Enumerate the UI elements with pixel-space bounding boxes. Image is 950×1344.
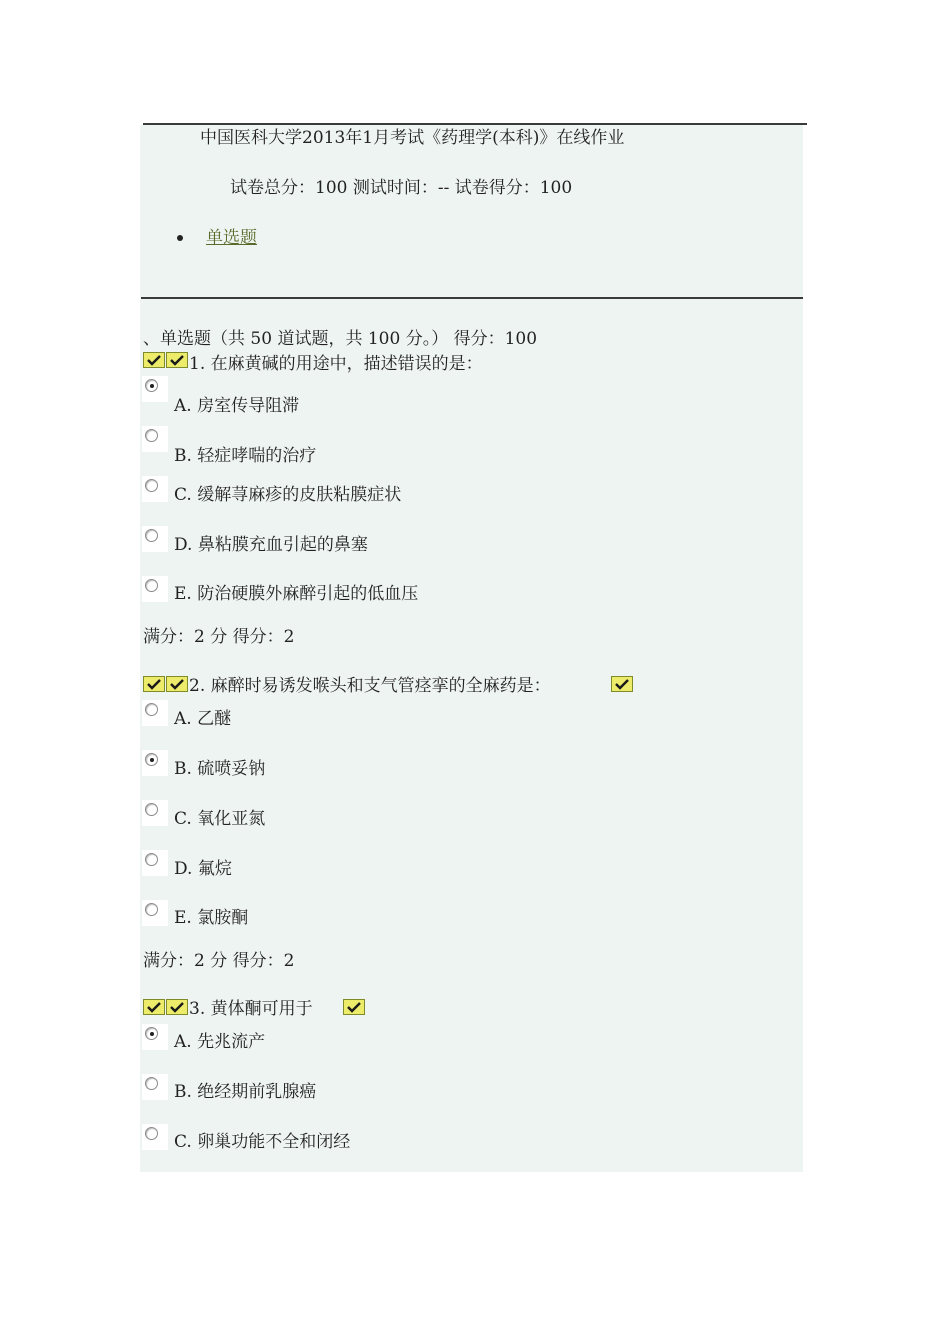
radio-option[interactable] bbox=[142, 376, 168, 402]
radio-option[interactable] bbox=[142, 1124, 168, 1150]
option-label: D. 氟烷 bbox=[174, 859, 232, 879]
radio-selected-dot bbox=[150, 384, 154, 388]
radio-circle bbox=[145, 853, 158, 866]
check-icon bbox=[143, 999, 165, 1015]
header-panel bbox=[140, 125, 803, 298]
option-label: B. 绝经期前乳腺癌 bbox=[174, 1082, 317, 1102]
question-score: 满分：2 分 得分：2 bbox=[143, 951, 295, 971]
radio-option[interactable] bbox=[142, 800, 168, 826]
option-label: A. 先兆流产 bbox=[174, 1032, 266, 1052]
check-icon bbox=[143, 676, 165, 692]
radio-circle bbox=[145, 579, 158, 592]
radio-option[interactable] bbox=[142, 426, 168, 452]
radio-option[interactable] bbox=[142, 850, 168, 876]
option-label: C. 卵巢功能不全和闭经 bbox=[174, 1132, 351, 1152]
exam-summary: 试卷总分：100 测试时间：-- 试卷得分：100 bbox=[230, 178, 573, 198]
radio-circle bbox=[145, 1127, 158, 1140]
radio-option[interactable] bbox=[142, 900, 168, 926]
option-label: D. 鼻粘膜充血引起的鼻塞 bbox=[174, 535, 368, 555]
radio-circle bbox=[145, 429, 158, 442]
radio-option[interactable] bbox=[142, 750, 168, 776]
option-label: A. 乙醚 bbox=[174, 709, 232, 729]
question-score: 满分：2 分 得分：2 bbox=[143, 627, 295, 647]
radio-selected-dot bbox=[150, 758, 154, 762]
question-stem: 3. 黄体酮可用于 bbox=[189, 999, 313, 1019]
option-label: E. 防治硬膜外麻醉引起的低血压 bbox=[174, 584, 419, 604]
radio-option[interactable] bbox=[142, 700, 168, 726]
radio-circle bbox=[145, 703, 158, 716]
radio-circle bbox=[145, 1077, 158, 1090]
option-label: C. 氧化亚氮 bbox=[174, 809, 266, 829]
option-label: A. 房室传导阻滞 bbox=[174, 396, 300, 416]
radio-selected-dot bbox=[150, 1032, 154, 1036]
radio-circle bbox=[145, 479, 158, 492]
option-label: C. 缓解荨麻疹的皮肤粘膜症状 bbox=[174, 485, 402, 505]
option-label: B. 轻症哮喘的治疗 bbox=[174, 446, 317, 466]
radio-option[interactable] bbox=[142, 526, 168, 552]
radio-circle bbox=[145, 379, 158, 392]
section-heading: 、单选题（共 50 道试题，共 100 分。） 得分：100 bbox=[143, 329, 538, 349]
question-stem: 1. 在麻黄碱的用途中，描述错误的是： bbox=[189, 354, 483, 374]
radio-circle bbox=[145, 753, 158, 766]
radio-option[interactable] bbox=[142, 1074, 168, 1100]
radio-option[interactable] bbox=[142, 1024, 168, 1050]
radio-circle bbox=[145, 1027, 158, 1040]
radio-option[interactable] bbox=[142, 476, 168, 502]
radio-circle bbox=[145, 529, 158, 542]
question-stem: 2. 麻醉时易诱发喉头和支气管痉挛的全麻药是： bbox=[189, 676, 551, 696]
nav-link-single-choice[interactable]: 单选题 bbox=[206, 228, 257, 248]
option-label: E. 氯胺酮 bbox=[174, 908, 249, 928]
check-icon bbox=[143, 352, 165, 368]
check-icon bbox=[611, 676, 633, 692]
radio-option[interactable] bbox=[142, 576, 168, 602]
nav-bullet bbox=[177, 235, 183, 241]
check-icon bbox=[343, 999, 365, 1015]
option-label: B. 硫喷妥钠 bbox=[174, 759, 266, 779]
radio-circle bbox=[145, 903, 158, 916]
check-icon bbox=[166, 999, 188, 1015]
check-icon bbox=[166, 676, 188, 692]
radio-circle bbox=[145, 803, 158, 816]
page-title: 中国医科大学2013年1月考试《药理学(本科)》在线作业 bbox=[200, 128, 625, 148]
check-icon bbox=[166, 352, 188, 368]
